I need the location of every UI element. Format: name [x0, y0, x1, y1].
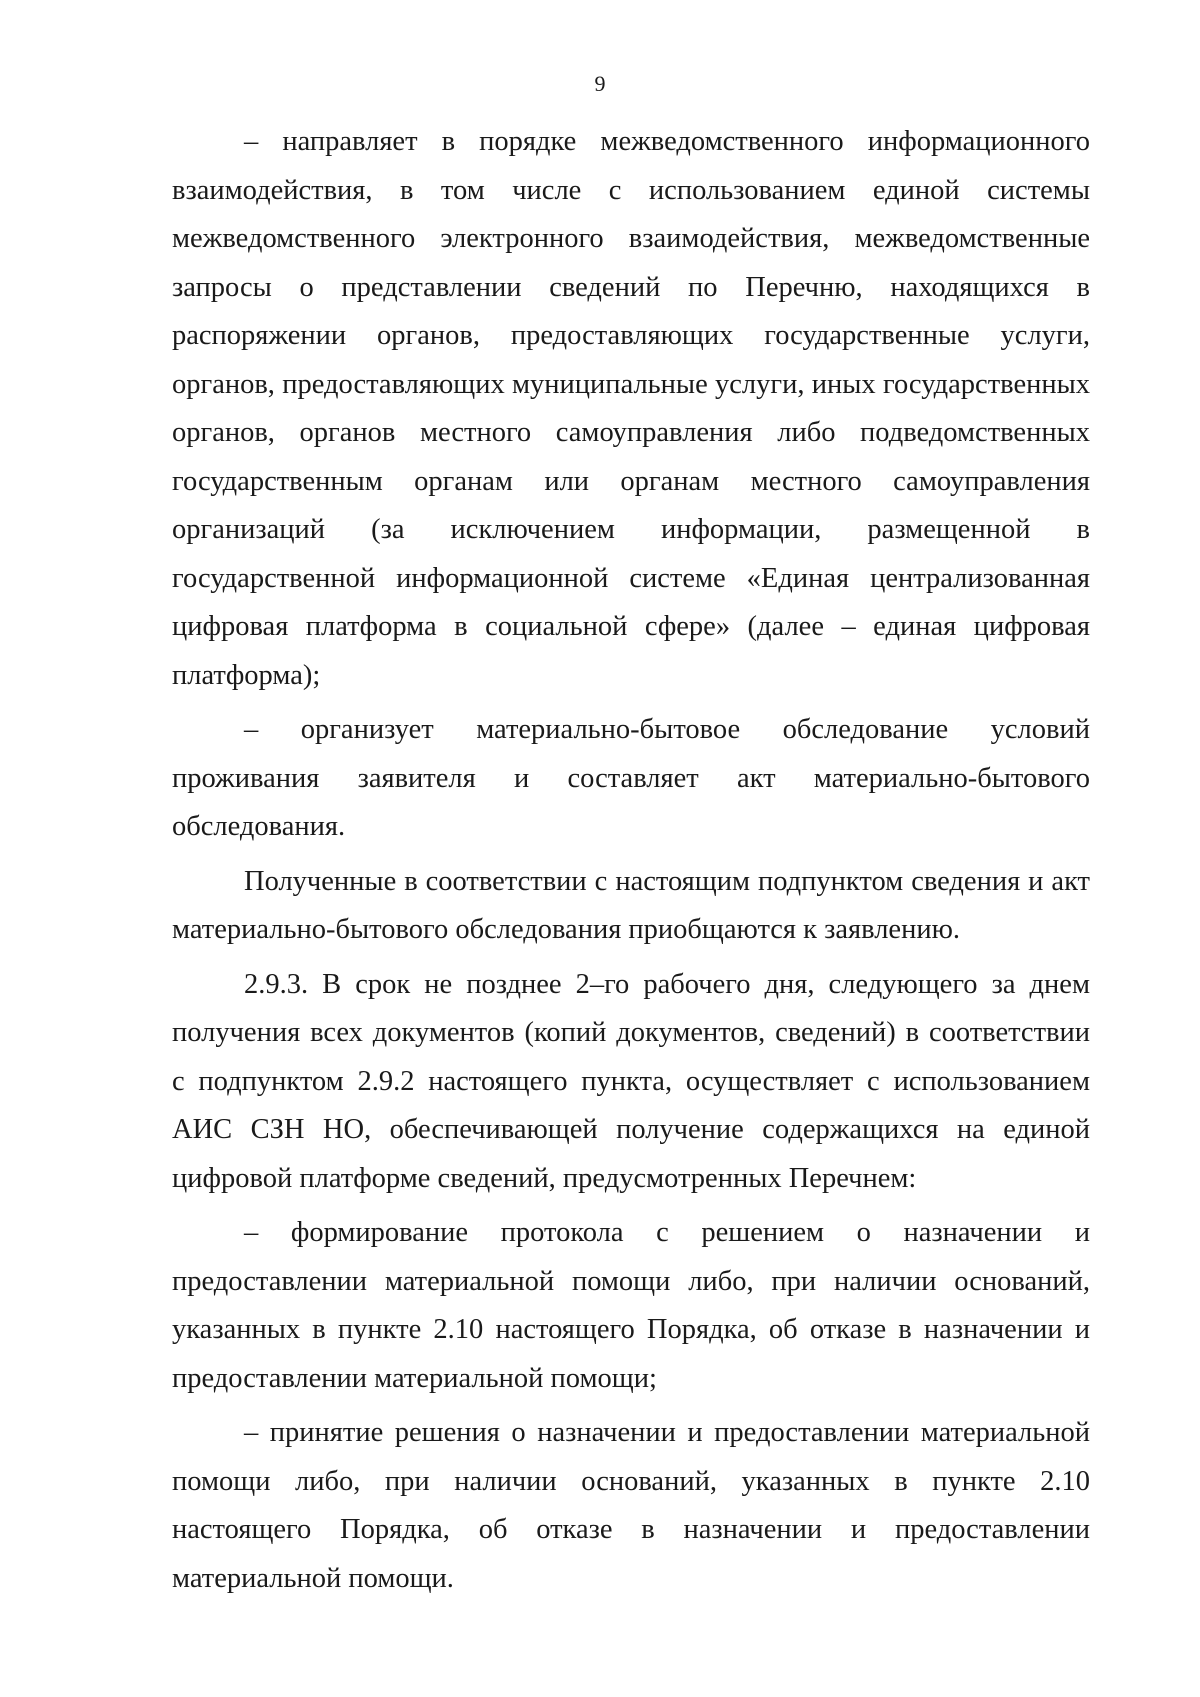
paragraph-protocol-formation: – формирование протокола с решением о назначении и предоставлении материальной помощи либо, при наличии оснований, указанных в пункте 2.10 настоящего Порядка, об отказе в назначении и предоставлении материальной помощи; [172, 1217, 1090, 1394]
page-number: 9 [594, 71, 606, 96]
paragraph-attach-to-application: Полученные в соответствии с настоящим подпунктом сведения и акт материально-бытового обследования приобщаются к заявлению. [172, 865, 1090, 945]
paragraph-living-conditions-survey: – организует материально-бытовое обследование условий проживания заявителя и составляет акт материально-бытового обследования. [172, 714, 1090, 842]
paragraph-2-9-3: 2.9.3. В срок не позднее 2–го рабочего дня, следующего за днем получения всех документов (копий документов, сведений) в соответствии с подпунктом 2.9.2 настоящего пункта, осуществляет с использованием АИС СЗН НО, обеспечивающей получение содержащихся на единой цифровой платформе сведений, предусмотренных Перечнем: [172, 968, 1090, 1194]
paragraph-decision-making: – принятие решения о назначении и предоставлении материальной помощи либо, при наличии оснований, указанных в пункте 2.10 настоящего Порядка, об отказе в назначении и предоставлении материальной помощи. [172, 1417, 1090, 1594]
document-body [172, 118, 1090, 1603]
paragraph-interagency-requests: – направляет в порядке межведомственного информационного взаимодействия, в том числе с использованием единой системы межведомственного электронного взаимодействия, межведомственные запросы о представлении сведений по Перечню, находящихся в распоряжении органов, предоставляющих государственные услуги, органов, предоставляющих муниципальные услуги, иных государственных органов, органов местного самоуправления либо подведомственных государственным органам или органам местного самоуправления организаций (за исключением информации, размещенной в государственной информационной системе «Единая централизованная цифровая платформа в социальной сфере» (далее – единая цифровая платформа); [172, 126, 1090, 691]
